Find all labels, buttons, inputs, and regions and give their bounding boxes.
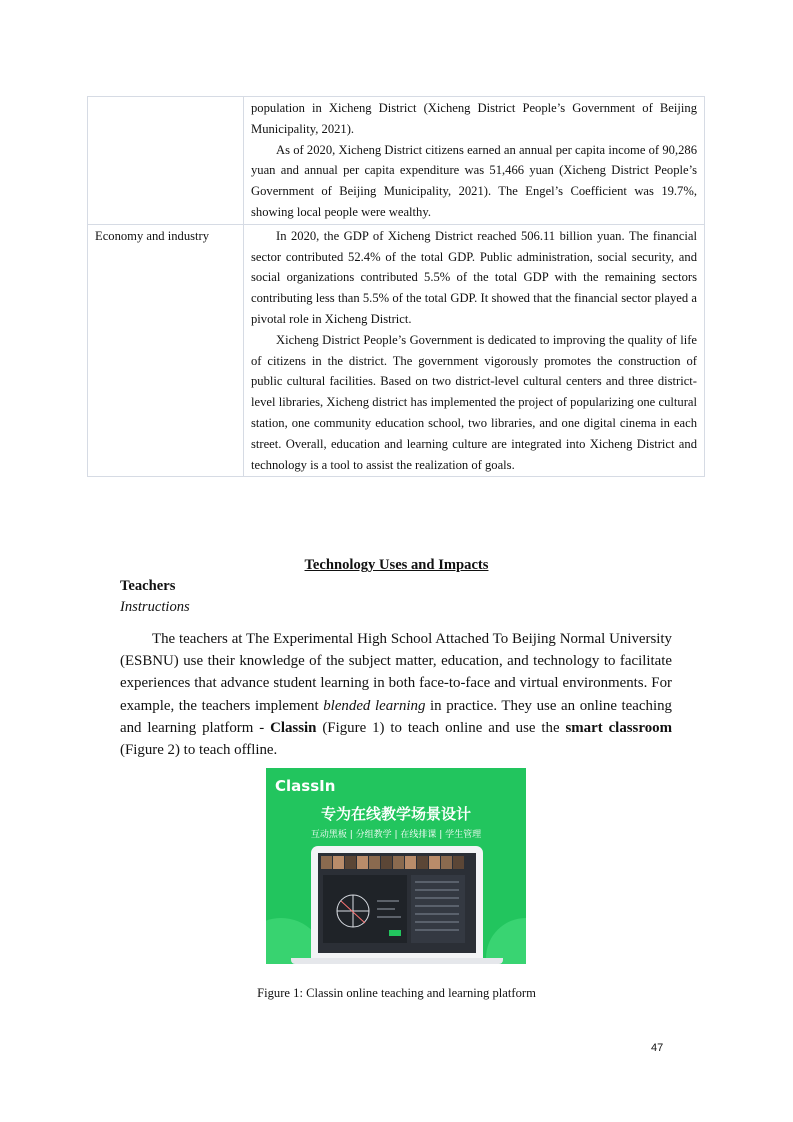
geometry-sketch-icon xyxy=(323,875,407,943)
body-paragraph xyxy=(120,628,672,761)
district-info-table xyxy=(87,96,705,477)
avatar xyxy=(441,856,452,869)
row-label: Economy and industry xyxy=(88,224,244,477)
avatar xyxy=(321,856,332,869)
table-paragraph: Xicheng District People’s Government is dedicated to improving the quality of life of citizens in the district. The government vigorously promotes the construction of public cultural facilities. Based on two district-level cultural centers and three district-level libraries, Xicheng district has implemented the project of popularizing one cultural station, one community education school, two libraries, and one digital cinema in each street. Overall, education and learning culture are integrated into Xicheng District and technology is a tool to assist the realization of goals. xyxy=(251,332,697,472)
text-run: (Figure 1) to teach online and use the xyxy=(316,719,566,736)
table-row xyxy=(88,224,705,477)
classin-figure xyxy=(266,768,526,964)
panel-row xyxy=(415,897,459,899)
panel-row xyxy=(415,889,459,891)
figure-subline: 互动黑板 | 分组教学 | 在线排课 | 学生管理 xyxy=(310,830,482,840)
text-run: The teachers at The Experimental High School Attached To Beijing Normal University (ESBNU) use their knowledge of the subject matter, education, and technology to facilitate experiences that advance student learning in both face-to-face and virtual environments. For example, the teachers implement xyxy=(120,631,672,714)
text-run: in practice. They use an online teaching and learning platform - xyxy=(120,697,672,736)
blackboard-area xyxy=(323,875,407,943)
avatar-strip xyxy=(321,856,464,870)
avatar xyxy=(405,856,416,869)
bold-text: Classin xyxy=(270,719,317,736)
avatar xyxy=(357,856,368,869)
table-paragraph: As of 2020, Xicheng District citizens earned an annual per capita income of 90,286 yuan and annual per capita expenditure was 51,466 yuan (Xicheng District People’s Government of Beijing Municipality, 2021). The Engel’s Coefficient was 19.7%, showing local people were wealthy. xyxy=(251,142,697,219)
avatar xyxy=(429,856,440,869)
subsubheading: Instructions xyxy=(120,599,190,615)
subheading: Teachers xyxy=(120,578,176,594)
bold-text: smart classroom xyxy=(565,719,672,736)
figure-headline: 专为在线教学场景设计 xyxy=(320,805,471,823)
side-panel xyxy=(411,875,465,943)
panel-row xyxy=(415,905,459,907)
avatar xyxy=(417,856,428,869)
table-paragraph: In 2020, the GDP of Xicheng District reached 506.11 billion yuan. The financial sector contributed 52.4% of the total GDP. Public administration, social security, and social organizations contributed 5.5% of the total GDP with the remaining sectors contributing less than 5.5% of the total GDP. It showed that the financial sector played a pivotal role in Xicheng District. xyxy=(251,228,697,326)
avatar xyxy=(345,856,356,869)
classin-logo: ClassIn xyxy=(275,777,336,795)
section-title: Technology Uses and Impacts xyxy=(304,557,489,573)
figure-caption: Figure 1: Classin online teaching and learning platform xyxy=(257,986,536,1000)
table-paragraph: population in Xicheng District (Xicheng District People’s Government of Beijing Municipality, 2021). xyxy=(251,101,697,136)
panel-row xyxy=(415,913,459,915)
avatar xyxy=(381,856,392,869)
avatar xyxy=(393,856,404,869)
avatar xyxy=(453,856,464,869)
panel-row xyxy=(415,921,459,923)
avatar xyxy=(333,856,344,869)
emphasis-text: blended learning xyxy=(323,697,426,714)
panel-row xyxy=(415,881,459,883)
panel-row xyxy=(415,929,459,931)
text-run: (Figure 2) to teach offline. xyxy=(120,742,278,759)
laptop-base xyxy=(291,958,503,964)
row-content xyxy=(244,224,705,477)
page-number: 47 xyxy=(651,1042,664,1054)
avatar xyxy=(369,856,380,869)
table-row xyxy=(88,97,705,225)
row-content xyxy=(244,97,705,225)
laptop-illustration xyxy=(311,846,483,958)
row-label xyxy=(88,97,244,225)
laptop-screen xyxy=(318,853,476,953)
